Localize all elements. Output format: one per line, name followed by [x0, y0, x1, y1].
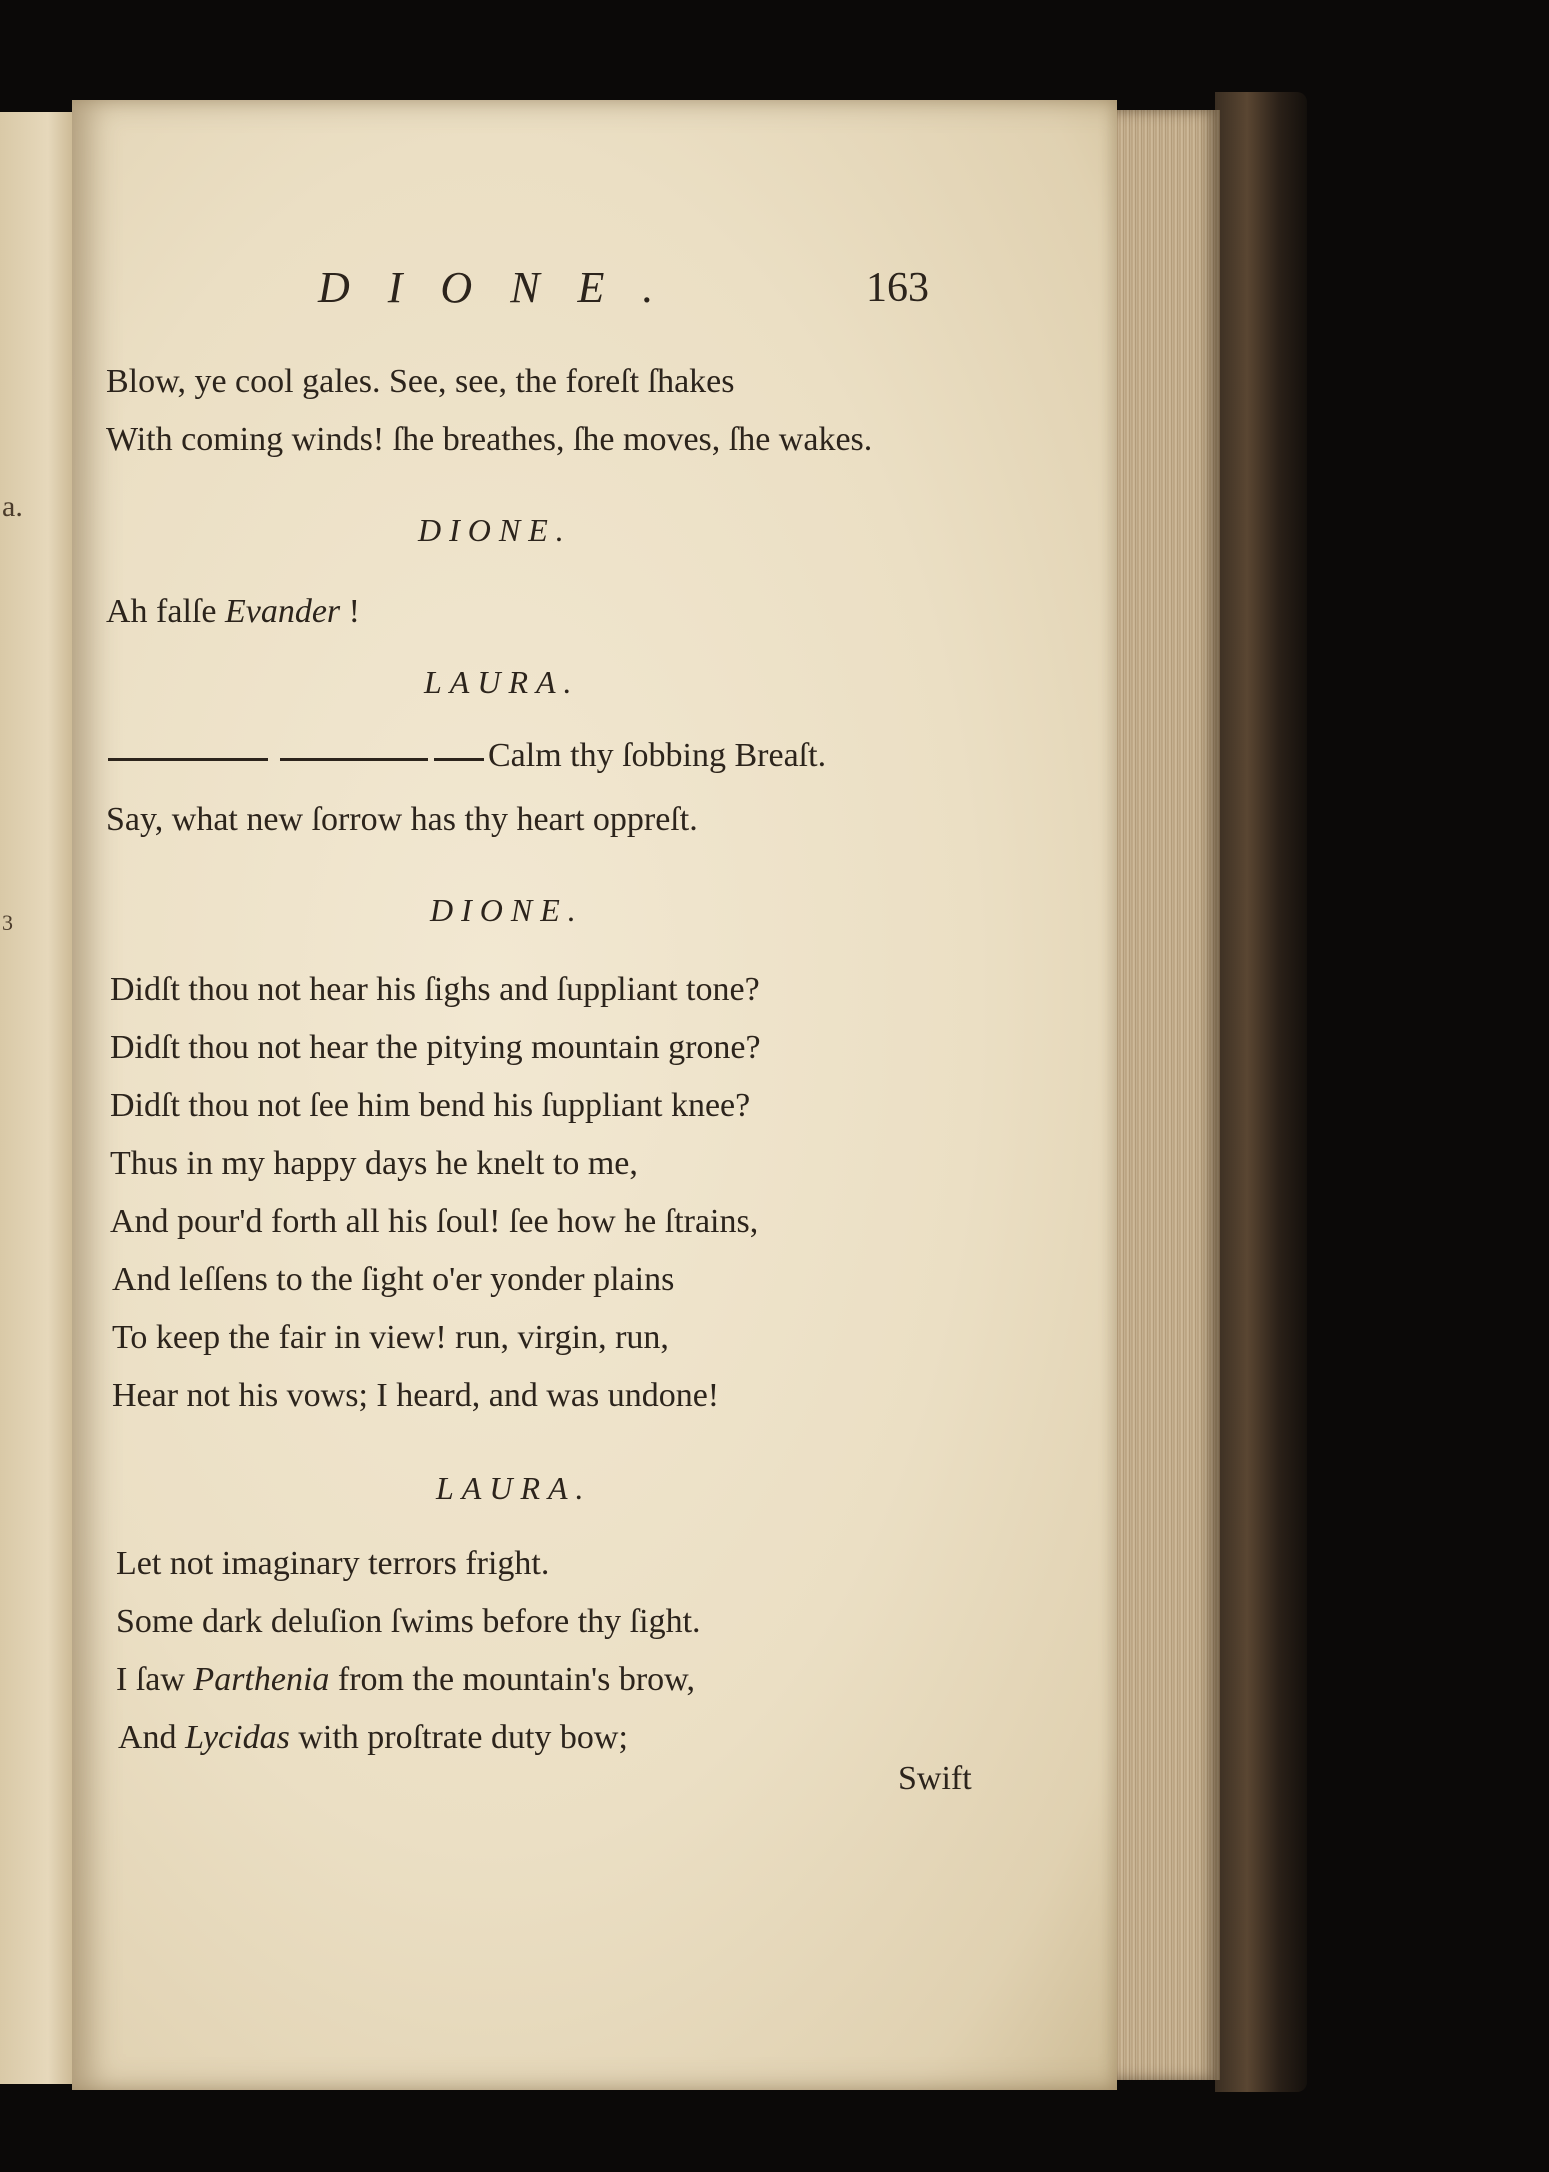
book-cover-edge: [1215, 92, 1307, 2092]
dash-rule: [108, 758, 268, 761]
verse-line: Say, what new ſorrow has thy heart oppreſt.: [106, 801, 698, 838]
verse-text: I ſaw: [116, 1661, 194, 1698]
previous-page-edge: [0, 112, 80, 2084]
verse-line: To keep the fair in view! run, virgin, run,: [112, 1319, 669, 1356]
verse-line: [116, 1660, 695, 1700]
verse-line: Hear not his vows; I heard, and was undone!: [112, 1377, 720, 1414]
page-number: 163: [866, 265, 929, 311]
running-head: DIONE.: [318, 263, 692, 312]
verse-line: Thus in my happy days he knelt to me,: [110, 1145, 638, 1182]
verse-text: from the mountain's brow,: [329, 1661, 695, 1698]
speaker-heading: LAURA.: [424, 664, 580, 700]
speaker-heading: DIONE.: [430, 892, 584, 928]
left-page-fragment: 3: [2, 910, 13, 935]
verse-line: Blow, ye cool gales. See, see, the foreſt ſhakes: [106, 363, 735, 400]
verse-line: Didſt thou not hear the pitying mountain grone?: [110, 1029, 761, 1066]
speaker-heading: DIONE.: [418, 512, 572, 548]
character-name: Parthenia: [193, 1661, 330, 1698]
verse-line: [118, 1718, 628, 1758]
verse-line: [106, 592, 360, 632]
left-page-fragment: a.: [2, 490, 23, 523]
verse-text: And: [118, 1719, 186, 1756]
verse-line: Let not imaginary terrors fright.: [116, 1545, 550, 1582]
verse-line: With coming winds! ſhe breathes, ſhe moves, ſhe wakes.: [106, 421, 873, 458]
page-fore-edge: [1112, 110, 1220, 2080]
verse-line: Some dark deluſion ſwims before thy ſight.: [116, 1603, 701, 1640]
verse-text: with proſtrate duty bow;: [289, 1719, 628, 1756]
character-name: Lycidas: [185, 1719, 290, 1756]
verse-line: Didſt thou not ſee him bend his ſuppliant knee?: [110, 1087, 751, 1124]
catchword: Swift: [898, 1760, 972, 1797]
speaker-heading: LAURA.: [436, 1470, 592, 1506]
dash-rule: [280, 758, 428, 761]
verse-line: And leſſens to the ſight o'er yonder plains: [112, 1261, 675, 1298]
verse-text: Ah falſe: [106, 593, 225, 630]
character-name: Evander: [224, 593, 341, 630]
verse-text: !: [340, 593, 360, 630]
verse-line: Didſt thou not hear his ſighs and ſuppliant tone?: [110, 971, 760, 1008]
verse-line: And pour'd forth all his ſoul! ſee how he ſtrains,: [110, 1203, 759, 1240]
verse-line: Calm thy ſobbing Breaſt.: [488, 737, 827, 774]
dash-rule: [434, 758, 484, 761]
